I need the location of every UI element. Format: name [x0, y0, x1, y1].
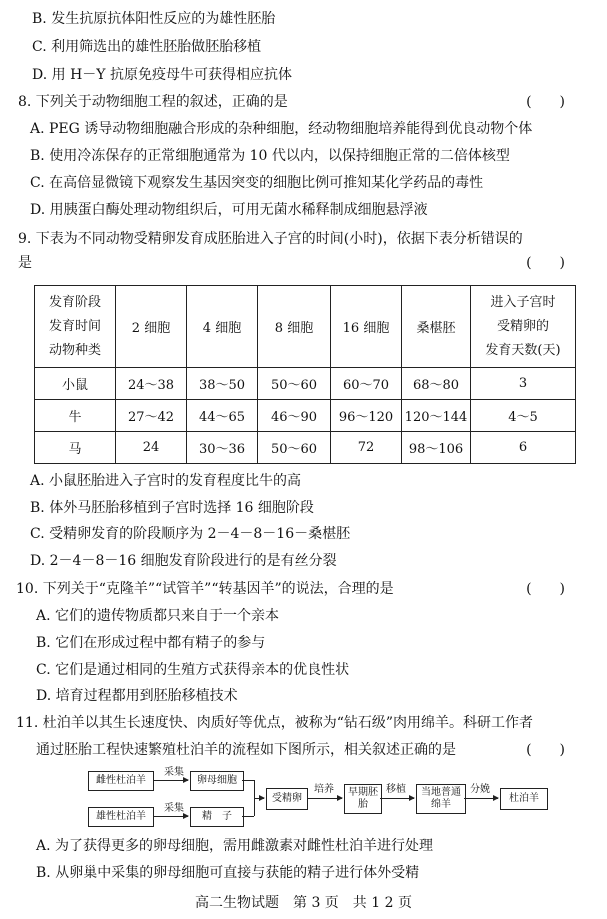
q9-stem-line2 [18, 253, 607, 273]
q7-option-b: B. 发生抗原抗体阳性反应的为雄性胚胎 [32, 11, 276, 27]
table-row [35, 368, 576, 400]
q9-stem-line1: 9. 下表为不同动物受精卵发育成胚胎进入子宫的时间(小时)，依据下表分析错误的 [18, 231, 523, 247]
row-animal: 马 [35, 432, 116, 464]
row-animal: 小鼠 [35, 368, 116, 400]
q9-answer-bracket: ( ) [526, 255, 565, 271]
q9-option-b: B. 体外马胚胎移植到子宫时选择 16 细胞阶段 [30, 500, 314, 516]
corner-label-animal: 动物种类 [48, 342, 101, 358]
header-16-cell: 16 细胞 [331, 286, 402, 368]
table-cell: 6 [471, 432, 576, 464]
box-female-sheep: 雌性杜泊羊 [88, 771, 154, 791]
q7-option-d: D. 用 H－Y 抗原免疫母牛可获得相应抗体 [32, 67, 292, 83]
q11-answer-bracket: ( ) [526, 742, 565, 758]
box-male-sheep: 雄性杜泊羊 [88, 807, 154, 827]
table-cell: 24～38 [116, 368, 187, 400]
row-animal: 牛 [35, 400, 116, 432]
table-cell: 4～5 [471, 400, 576, 432]
table-cell: 98～106 [402, 432, 471, 464]
q8-option-d: D. 用胰蛋白酶处理动物组织后，可用无菌水稀释制成细胞悬浮液 [30, 202, 428, 218]
q10-option-d: D. 培育过程都用到胚胎移植技术 [36, 688, 238, 704]
box-sperm: 精 子 [190, 807, 244, 827]
table-cell: 46～90 [258, 400, 331, 432]
page-footer: 高二生物试题 第 3 页 共 1 2 页 [195, 895, 412, 911]
q11-option-b: B. 从卵巢中采集的卵母细胞可直接与获能的精子进行体外受精 [36, 865, 420, 881]
box-egg: 卵母细胞 [190, 771, 244, 791]
table-cell: 72 [331, 432, 402, 464]
table-cell: 50～60 [258, 368, 331, 400]
q9-option-a: A. 小鼠胚胎进入子宫时的发育程度比牛的高 [30, 473, 302, 489]
q8-option-a: A. PEG 诱导动物细胞融合形成的杂种细胞，经动物细胞培养能得到优良动物个体 [30, 121, 533, 137]
arrow-collect-1 [154, 780, 188, 781]
header-2-cell: 2 细胞 [116, 286, 187, 368]
q7-option-c: C. 利用筛选出的雄性胚胎做胚胎移植 [32, 39, 262, 55]
box-early-embryo: 早期胚胎 [344, 784, 382, 814]
q10-stem-text: 10. 下列关于“克隆羊”“试管羊”“转基因羊”的说法，合理的是 [16, 581, 394, 597]
table-cell: 27～42 [116, 400, 187, 432]
table-row [35, 432, 576, 464]
q11-stem-line1: 11. 杜泊羊以其生长速度快、肉质好等优点，被称为“钻石级”肉用绵羊。科研工作者 [16, 715, 534, 731]
table-cell: 50～60 [258, 432, 331, 464]
arrow-fertilize [254, 798, 264, 799]
box-local-sheep: 当地普通绵羊 [416, 784, 466, 814]
header-days-line3: 发育天数(天) [485, 342, 561, 358]
table-row [35, 400, 576, 432]
label-collect-1: 采集 [164, 767, 184, 778]
q8-stem [18, 92, 607, 112]
table-cell: 3 [471, 368, 576, 400]
q10-option-a: A. 它们的遗传物质都只来自于一个亲本 [36, 608, 280, 624]
header-days [471, 286, 576, 368]
header-morula: 桑椹胚 [402, 286, 471, 368]
label-culture: 培养 [314, 784, 334, 795]
table-cell: 96～120 [331, 400, 402, 432]
connector-sperm [242, 816, 254, 817]
table-corner-cell [35, 286, 116, 368]
q8-answer-bracket: ( ) [526, 94, 565, 110]
corner-label-stage: 发育阶段 [48, 294, 101, 310]
corner-label-time: 发育时间 [48, 318, 101, 334]
table-cell: 38～50 [187, 368, 258, 400]
header-4-cell: 4 细胞 [187, 286, 258, 368]
q8-option-b: B. 使用冷冻保存的正常细胞通常为 10 代以内，以保持细胞正常的二倍体核型 [30, 148, 510, 164]
q10-option-c: C. 它们是通过相同的生殖方式获得亲本的优良性状 [36, 662, 350, 678]
q10-stem [16, 579, 607, 599]
table-cell: 120～144 [402, 400, 471, 432]
q10-option-b: B. 它们在形成过程中都有精子的参与 [36, 635, 266, 651]
q9-option-d: D. 2－4－8－16 细胞发育阶段进行的是有丝分裂 [30, 553, 337, 569]
box-zygote: 受精卵 [266, 788, 308, 810]
q11-flow-diagram [80, 767, 550, 829]
arrow-culture [308, 798, 342, 799]
q9-data-table [34, 285, 576, 464]
q8-stem-text: 8. 下列关于动物细胞工程的叙述，正确的是 [18, 94, 288, 110]
q10-answer-bracket: ( ) [526, 581, 565, 597]
arrow-collect-2 [154, 816, 188, 817]
table-cell: 68～80 [402, 368, 471, 400]
table-cell: 60～70 [331, 368, 402, 400]
table-cell: 44～65 [187, 400, 258, 432]
label-birth: 分娩 [470, 784, 490, 795]
q11-option-a: A. 为了获得更多的卵母细胞，需用雌激素对雌性杜泊羊进行处理 [36, 838, 434, 854]
label-transfer: 移植 [386, 784, 406, 795]
label-collect-2: 采集 [164, 803, 184, 814]
arrow-birth [464, 798, 498, 799]
q8-option-c: C. 在高倍显微镜下观察发生基因突变的细胞比例可推知某化学药品的毒性 [30, 175, 484, 191]
table-cell: 30～36 [187, 432, 258, 464]
header-days-line1: 进入子宫时 [490, 294, 556, 310]
q9-stem-line2-text: 是 [18, 255, 32, 271]
connector-egg [242, 780, 254, 781]
q11-stem-line2 [36, 740, 607, 760]
table-header-row [35, 286, 576, 368]
arrow-transfer [380, 798, 414, 799]
table-cell: 24 [116, 432, 187, 464]
header-days-line2: 受精卵的 [496, 318, 549, 334]
q9-option-c: C. 受精卵发育的阶段顺序为 2－4－8－16－桑椹胚 [30, 526, 351, 542]
q11-stem-line2-text: 通过胚胎工程快速繁殖杜泊羊的流程如下图所示，相关叙述正确的是 [36, 742, 456, 758]
box-result-sheep: 杜泊羊 [500, 788, 548, 810]
header-8-cell: 8 细胞 [258, 286, 331, 368]
